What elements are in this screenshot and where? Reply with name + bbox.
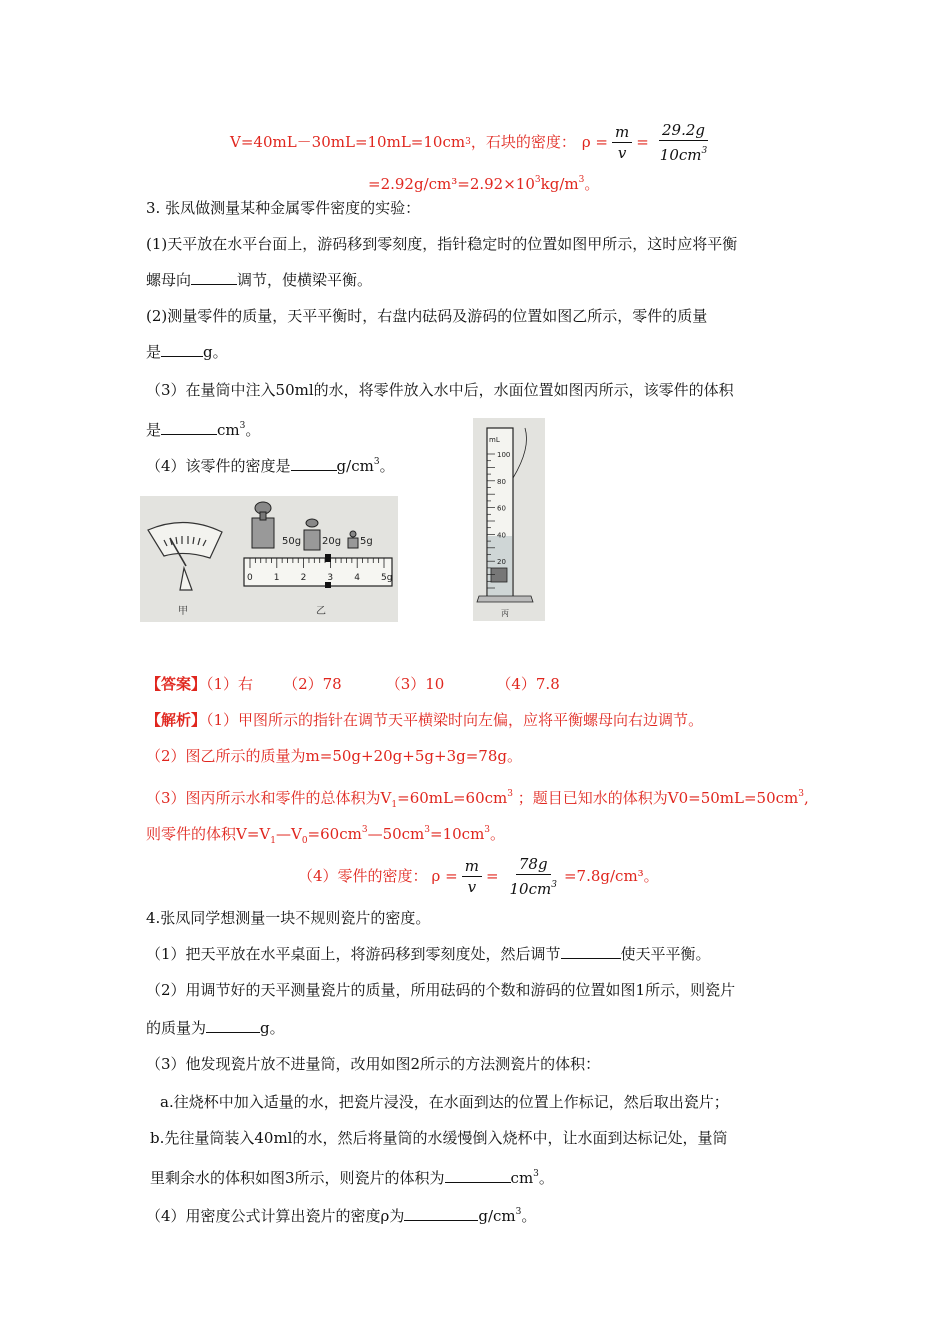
q3-blank-3[interactable]: [161, 420, 217, 435]
answer-tag: 【答案】: [146, 675, 207, 693]
q4-blank-3[interactable]: [445, 1168, 511, 1183]
ruler-number: 1: [273, 573, 280, 583]
q4-part2-line2: 的质量为 g。: [146, 1019, 285, 1037]
q3-part1-line1: (1)天平放在水平台面上，游码移到零刻度，指针稳定时的位置如图甲所示，这时应将平衡: [146, 235, 738, 253]
analysis-tag: 【解析】: [146, 711, 207, 729]
rho-symbol: ρ =: [581, 133, 608, 151]
solution-volume-line: V=40mL－30mL=10mL=10cm 3 ，石块的密度： ρ = $\frac{m}{v}$ = $\frac{29.2g}{10cm^3}$: [230, 126, 714, 158]
ruler-number: 0: [247, 573, 253, 583]
q4-part3: （3）他发现瓷片放不进量筒，改用如图2所示的方法测瓷片的体积：: [146, 1055, 601, 1073]
solution-volume-text: V=40mL－30mL=10mL=10cm: [230, 133, 466, 151]
q3-part4: （4）该零件的密度是 $g/cm^3$。: [146, 457, 395, 475]
fraction-m-over-v-2: $\frac{m}{v}$: [462, 856, 482, 897]
cylinder-number: 80: [497, 477, 506, 486]
q3-blank-4[interactable]: [291, 456, 337, 471]
rider-icon: [325, 554, 331, 562]
q4-part2-line1: （2）用调节好的天平测量瓷片的质量，所用砝码的个数和游码的位置如图1所示，则瓷片: [146, 981, 736, 999]
q4-step-b-line1: b.先往量筒装入40ml的水，然后将量筒的水缓慢倒入烧杯中，让水面到达标记处，量筒: [150, 1129, 728, 1147]
solution-density-result: $=2.92g/cm^3=2.92\times 10^3kg/m^3$。: [368, 175, 600, 193]
fraction-m-over-v: $\frac{m}{v}$: [612, 122, 632, 163]
label-bing: 丙: [501, 609, 509, 618]
q4-part1: （1）把天平放在水平桌面上，将游码移到零刻度处，然后调节 使天平平衡。: [146, 945, 711, 963]
cylinder-unit: mL: [489, 436, 500, 444]
q3-blank-2[interactable]: [161, 342, 203, 357]
cylinder-illustration: [473, 418, 545, 621]
figure-balance: [140, 496, 398, 622]
analysis-line3: （3）图丙所示水和零件的总体积为$V_1=60mL=60cm^3$ ；题目已知水的体积为$V0=50mL=50cm^3$,: [146, 789, 809, 810]
analysis-line1: 【解析】（1）甲图所示的指针在调节天平横梁时向左偏，应将平衡螺母向右边调节。: [146, 711, 704, 729]
cylinder-number: 60: [497, 504, 506, 513]
q4-step-b-line2: 里剩余水的体积如图3所示，则瓷片的体积为 $cm^3$。: [150, 1169, 554, 1187]
cylinder-number: 20: [497, 558, 506, 567]
q3-part1-line2: 螺母向 调节，使横梁平衡。: [146, 271, 373, 289]
label-w20: 20g: [322, 536, 342, 547]
q3-part2-line2: 是 g。: [146, 343, 228, 361]
label-w5: 5g: [360, 536, 373, 547]
q3-title: 3. 张凤做测量某种金属零件密度的实验：: [146, 199, 421, 217]
label-jia: 甲: [178, 606, 188, 617]
figure-cylinder: [473, 418, 545, 621]
ruler-number: 3: [327, 573, 334, 583]
pointer-scale-icon: [148, 522, 222, 590]
fraction-mass-over-volume: $\frac{29.2g}{10cm^3}$: [659, 120, 708, 164]
q4-part4: （4）用密度公式计算出瓷片的密度ρ为 $g/cm^3$。: [146, 1207, 537, 1225]
ruler-number: 4: [354, 573, 360, 583]
label-w50: 50g: [282, 536, 302, 547]
label-yi: 乙: [316, 606, 326, 617]
q4-blank-4[interactable]: [404, 1206, 478, 1221]
q4-blank-2[interactable]: [206, 1018, 260, 1033]
balance-illustration: [140, 496, 398, 622]
analysis-line5: （4）零件的密度： ρ = $\frac{m}{v}$ = $\frac{78g}{10cm^3}$ =7.8g/cm³。: [298, 854, 659, 898]
fraction-78-over-10: $\frac{78g}{10cm^3}$: [509, 854, 557, 898]
cylinder-number: 40: [497, 531, 506, 540]
analysis-line4: 则零件的体积$V=V_1—V_0=60cm^3—50cm^3=10cm^3$。: [146, 825, 506, 846]
ruler-number: 2: [300, 573, 307, 583]
q3-part2-line1: (2)测量零件的质量，天平平衡时，右盘内砝码及游码的位置如图乙所示，零件的质量: [146, 307, 708, 325]
q3-part3-line2: 是 $cm^3$。: [146, 421, 261, 439]
answer-line: 【答案】（1）右 （2）78 （3）10 （4）7.8: [146, 675, 560, 693]
q3-blank-1[interactable]: [191, 270, 237, 285]
q3-part3-line1: （3）在量筒中注入50ml的水，将零件放入水中后，水面位置如图丙所示，该零件的体积: [146, 381, 734, 399]
analysis-line2: （2）图乙所示的质量为m=50g+20g+5g+3g=78g。: [146, 747, 522, 765]
q4-blank-1[interactable]: [561, 944, 621, 959]
cylinder-number: 100: [497, 451, 511, 459]
q4-title: 4.张凤同学想测量一块不规则瓷片的密度。: [146, 909, 431, 927]
weights-icon: [252, 502, 358, 550]
ruler-number: 5g: [381, 573, 393, 583]
q4-step-a: a.往烧杯中加入适量的水，把瓷片浸没，在水面到达的位置上作标记，然后取出瓷片；: [160, 1093, 729, 1111]
